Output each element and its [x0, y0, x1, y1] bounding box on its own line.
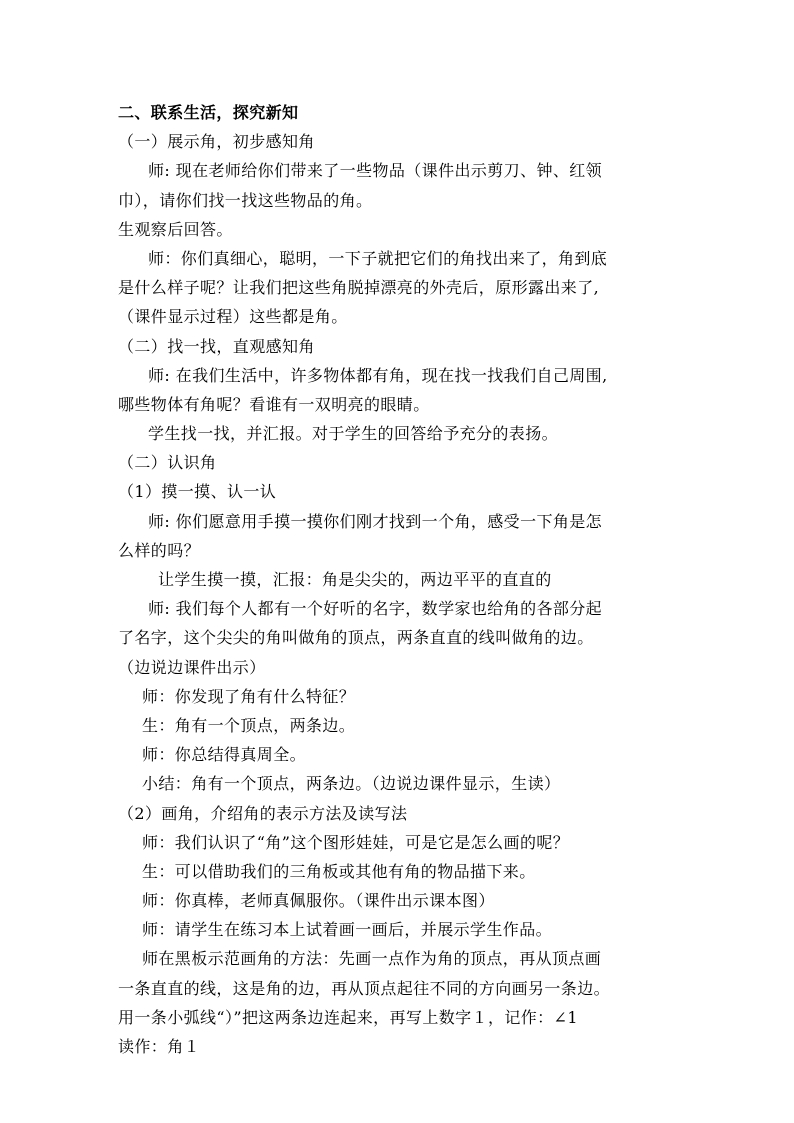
subsection-heading: （二）认识角: [118, 453, 217, 473]
dialogue-line: 生：可以借助我们的三角板或其他有角的物品描下来。: [142, 861, 536, 881]
dialogue-line: 师：你真棒，老师真佩服你。（课件出示课本图）: [142, 891, 495, 911]
dialogue-line: 师：请学生在练习本上试着画一画后，并展示学生作品。: [142, 920, 553, 940]
dialogue-line: 师：你总结得真周全。: [142, 745, 307, 765]
dialogue-line: 生：角有一个顶点，两条边。: [142, 715, 356, 735]
paragraph-line: 师在黑板示范画角的方法：先画一点作为角的顶点，再从顶点画: [142, 949, 602, 969]
paragraph-line: 师: 现在老师给你们带来了一些物品（课件出示剪刀、钟、红领: [148, 161, 603, 181]
paragraph-line: 生观察后回答。: [118, 219, 233, 239]
paragraph-line: 师: 在我们生活中，许多物体都有角，现在找一找我们自己周围,: [148, 365, 608, 385]
paragraph-line: （边说边课件出示）: [118, 657, 266, 677]
subsection-heading: （2）画角，介绍角的表示方法及读写法: [118, 803, 408, 823]
document-body: [118, 98, 678, 1061]
dialogue-line: 师：我们认识了“角”这个图形娃娃，可是它是怎么画的呢？: [142, 832, 570, 852]
paragraph-line: 了名字，这个尖尖的角叫做角的顶点，两条直直的线叫做角的边。: [118, 628, 594, 648]
subsection-heading: （一）展示角，初步感知角: [118, 132, 315, 152]
paragraph-line: 一条直直的线，这是角的边，再从顶点起往不同的方向画另一条边。: [118, 978, 611, 998]
paragraph-line: 师：你们真细心，聪明，一下子就把它们的角找出来了，角到底: [148, 248, 608, 268]
subsection-heading: （1）摸一摸、认一认: [118, 482, 277, 502]
paragraph-line: 学生找一找，并汇报。对于学生的回答给予充分的表扬。: [148, 424, 559, 444]
paragraph-line: 让学生摸一摸，汇报：角是尖尖的，两边平平的直直的: [158, 570, 552, 589]
paragraph-line: 巾），请你们找一找这些物品的角。: [118, 190, 373, 210]
dialogue-line: 师：你发现了角有什么特征？: [142, 686, 356, 706]
paragraph-line: 师: 我们每个人都有一个好听的名字，数学家也给角的各部分起: [148, 599, 603, 619]
subsection-heading: （二）找一找，直观感知角: [118, 336, 315, 356]
paragraph-line: 么样的吗？: [118, 540, 201, 560]
paragraph-line: 是什么样子呢？让我们把这些角脱掉漂亮的外壳后，原形露出来了,: [118, 278, 600, 298]
paragraph-line: 师: 你们愿意用手摸一摸你们刚才找到一个角，感受一下角是怎: [148, 511, 603, 531]
section-heading: 二、联系生活，探究新知: [118, 103, 299, 122]
summary-line: 小结：角有一个顶点，两条边。（边说边课件显示，生读）: [142, 774, 561, 794]
paragraph-line: （课件显示过程）这些都是角。: [118, 307, 348, 327]
paragraph-line: 哪些物体有角呢？看谁有一双明亮的眼睛。: [118, 394, 430, 414]
paragraph-line: 读作：角１: [118, 1037, 201, 1056]
paragraph-line: 用一条小弧线“）”把这两条边连起来，再写上数字１，记作：∠1: [118, 1007, 578, 1027]
